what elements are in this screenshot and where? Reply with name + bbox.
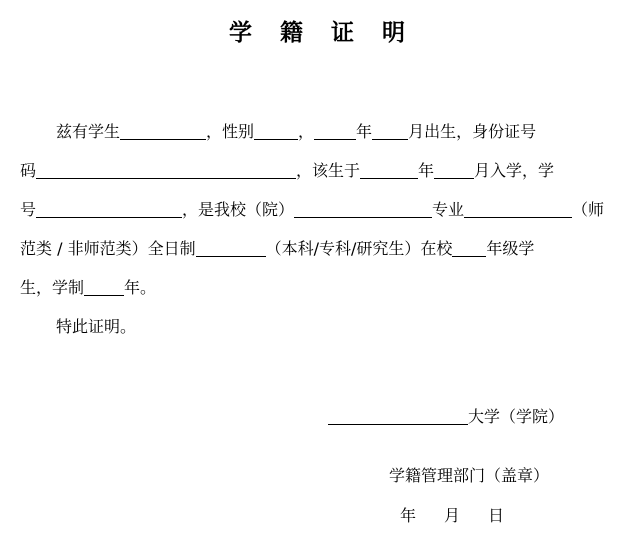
text-enrolled-at: ，该生于 (296, 161, 361, 180)
blank-id-number[interactable] (36, 160, 296, 179)
blank-student-number[interactable] (36, 199, 182, 218)
text-our-school: ，是我校（院） (182, 200, 295, 219)
text-year: 年 (356, 122, 373, 141)
text-year-2: 年 (418, 161, 435, 180)
blank-birth-month[interactable] (372, 121, 408, 140)
text-enroll-student: 月入学，学 (474, 161, 555, 180)
blank-enroll-month[interactable] (434, 160, 474, 179)
text-number: 号 (20, 200, 37, 219)
blank-major[interactable] (464, 199, 572, 218)
text-teacher-open: （师 (572, 200, 605, 219)
text-degree-level: （本科/专科/研究生）在校 (265, 239, 453, 258)
date-day-label: 日 (488, 506, 505, 525)
signature-date (400, 503, 504, 526)
body-line-5 (20, 268, 620, 307)
blank-birth-year[interactable] (314, 121, 356, 140)
text-years-end: 年。 (124, 278, 157, 297)
text-major: 专业 (432, 200, 465, 219)
document-title: 学 籍 证 明 (228, 20, 416, 46)
blank-university-name[interactable] (328, 406, 468, 425)
body-line-2 (20, 151, 620, 190)
date-year-label: 年 (400, 506, 417, 525)
text-teacher-type: 范类 / 非师范类）全日制 (20, 239, 196, 258)
certificate-body (20, 112, 620, 346)
text-gender: ，性别 (206, 122, 255, 141)
body-line-4 (20, 229, 620, 268)
blank-fulltime[interactable] (196, 238, 266, 257)
body-line-3 (20, 190, 620, 229)
department-seal-label: 学籍管理部门（盖章） (389, 466, 550, 485)
date-month-label: 月 (444, 506, 461, 525)
text-student-intro: 兹有学生 (56, 122, 121, 141)
university-signature-line (328, 404, 564, 427)
body-line-1 (20, 112, 620, 151)
text-born-id: 月出生，身份证号 (408, 122, 537, 141)
blank-school[interactable] (294, 199, 432, 218)
text-code: 码 (20, 161, 37, 180)
text-comma: ， (298, 122, 315, 141)
text-grade-student: 年级学 (486, 239, 535, 258)
body-line-6 (20, 307, 620, 346)
text-hereby-certify: 特此证明。 (56, 317, 137, 336)
text-study-length: 生，学制 (20, 278, 85, 297)
blank-gender[interactable] (254, 121, 298, 140)
blank-study-years[interactable] (84, 277, 124, 296)
blank-student-name[interactable] (120, 121, 206, 140)
blank-enroll-year[interactable] (360, 160, 418, 179)
blank-grade[interactable] (452, 238, 486, 257)
text-university-suffix: 大学（学院） (468, 407, 565, 426)
